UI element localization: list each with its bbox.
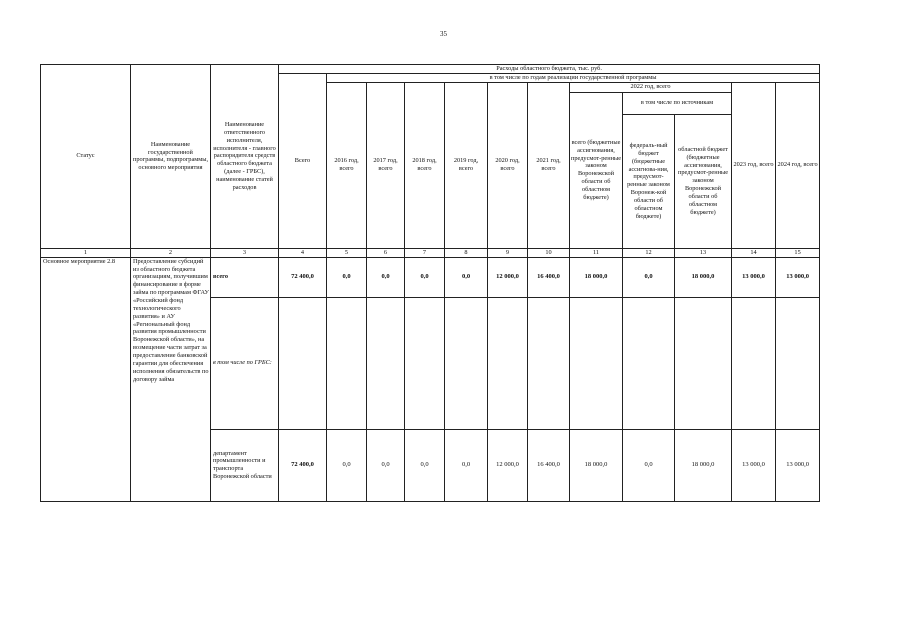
cell-value [570,297,623,429]
colnum-10: 10 [528,248,570,257]
colnum-1: 1 [41,248,131,257]
colnum-13: 13 [675,248,732,257]
colnum-6: 6 [367,248,405,257]
cell-value: 18 000,0 [570,429,623,501]
cell-value [488,297,528,429]
colnum-14: 14 [732,248,776,257]
colnum-7: 7 [405,248,445,257]
header-2019: 2019 год, всего [445,82,488,248]
cell-value: 18 000,0 [570,257,623,297]
cell-value: 0,0 [445,257,488,297]
cell-value: 0,0 [367,257,405,297]
cell-value: 12 000,0 [488,429,528,501]
cell-value: 72 400,0 [279,429,327,501]
header-by-years: в том числе по годам реализации государственной программы [327,73,820,82]
cell-value: 0,0 [623,429,675,501]
colnum-3: 3 [211,248,279,257]
cell-value [367,297,405,429]
header-2023: 2023 год, всего [732,82,776,248]
colnum-11: 11 [570,248,623,257]
row-label-department: департамент промышленности и транспорта Воронежской области [211,429,279,501]
cell-value [623,297,675,429]
header-total: Всего [279,73,327,248]
colnum-8: 8 [445,248,488,257]
page-number: 35 [440,30,447,38]
header-regional: областной бюджет (бюджетные ассигнования, предусмот-ренные законом Воронежской области об областном бюджете) [675,114,732,248]
cell-value [327,297,367,429]
cell-value: 18 000,0 [675,257,732,297]
activity-status: Основное мероприятие 2.8 [41,257,131,501]
cell-value: 0,0 [327,257,367,297]
header-by-sources: в том числе по источникам [623,92,732,114]
cell-value [675,297,732,429]
colnum-2: 2 [131,248,211,257]
table-row [41,257,820,297]
cell-value [279,297,327,429]
header-status: Статус [41,65,131,249]
row-label-total: всего [211,257,279,297]
cell-value: 16 400,0 [528,429,570,501]
header-2020: 2020 год, всего [488,82,528,248]
colnum-9: 9 [488,248,528,257]
header-program-name: Наименование государственной программы, подпрограммы, основного мероприятия [131,65,211,249]
cell-value: 0,0 [623,257,675,297]
header-2022: 2022 год, всего [570,82,732,92]
cell-value [445,297,488,429]
cell-value: 0,0 [367,429,405,501]
budget-table [40,64,820,502]
cell-value: 16 400,0 [528,257,570,297]
cell-value [528,297,570,429]
header-2018: 2018 год, всего [405,82,445,248]
header-2016: 2016 год, всего [327,82,367,248]
cell-value: 12 000,0 [488,257,528,297]
header-federal: федераль-ный бюджет (бюджетные ассигнова-ния, предусмот-ренные законом Воронеж-кой области об областном бюджете) [623,114,675,248]
colnum-12: 12 [623,248,675,257]
cell-value: 0,0 [405,429,445,501]
header-2024: 2024 год, всего [776,82,820,248]
header-2021: 2021 год, всего [528,82,570,248]
colnum-15: 15 [776,248,820,257]
cell-value: 13 000,0 [732,429,776,501]
cell-value [405,297,445,429]
header-expenses: Расходы областного бюджета, тыс. руб. [279,65,820,74]
row-label-grbs: в том числе по ГРБС: [211,297,279,429]
header-2022-total: всего (бюджетные ассигнования, предусмот-ренные законом Воронежской области об областном бюджете) [570,92,623,248]
cell-value: 13 000,0 [732,257,776,297]
cell-value: 0,0 [327,429,367,501]
cell-value: 18 000,0 [675,429,732,501]
cell-value [776,297,820,429]
cell-value: 72 400,0 [279,257,327,297]
cell-value [732,297,776,429]
activity-name: Предоставление субсидий из областного бюджета организациям, получившим финансирование в форме займа по программам ФГАУ «Российский фонд технологического развития» и АУ «Региональный фонд развития промышленности Воронежской области», на возмещение части затрат за предоставление банковской гарантии для обеспечения исполнения обязательств по договору займа [131,257,211,501]
cell-value: 0,0 [405,257,445,297]
header-2017: 2017 год, всего [367,82,405,248]
colnum-5: 5 [327,248,367,257]
colnum-4: 4 [279,248,327,257]
cell-value: 0,0 [445,429,488,501]
header-responsible: Наименование ответственного исполнителя, исполнителя - главного распорядителя средств областного бюджета (далее - ГРБС), наименование статей расходов [211,65,279,249]
cell-value: 13 000,0 [776,257,820,297]
cell-value: 13 000,0 [776,429,820,501]
